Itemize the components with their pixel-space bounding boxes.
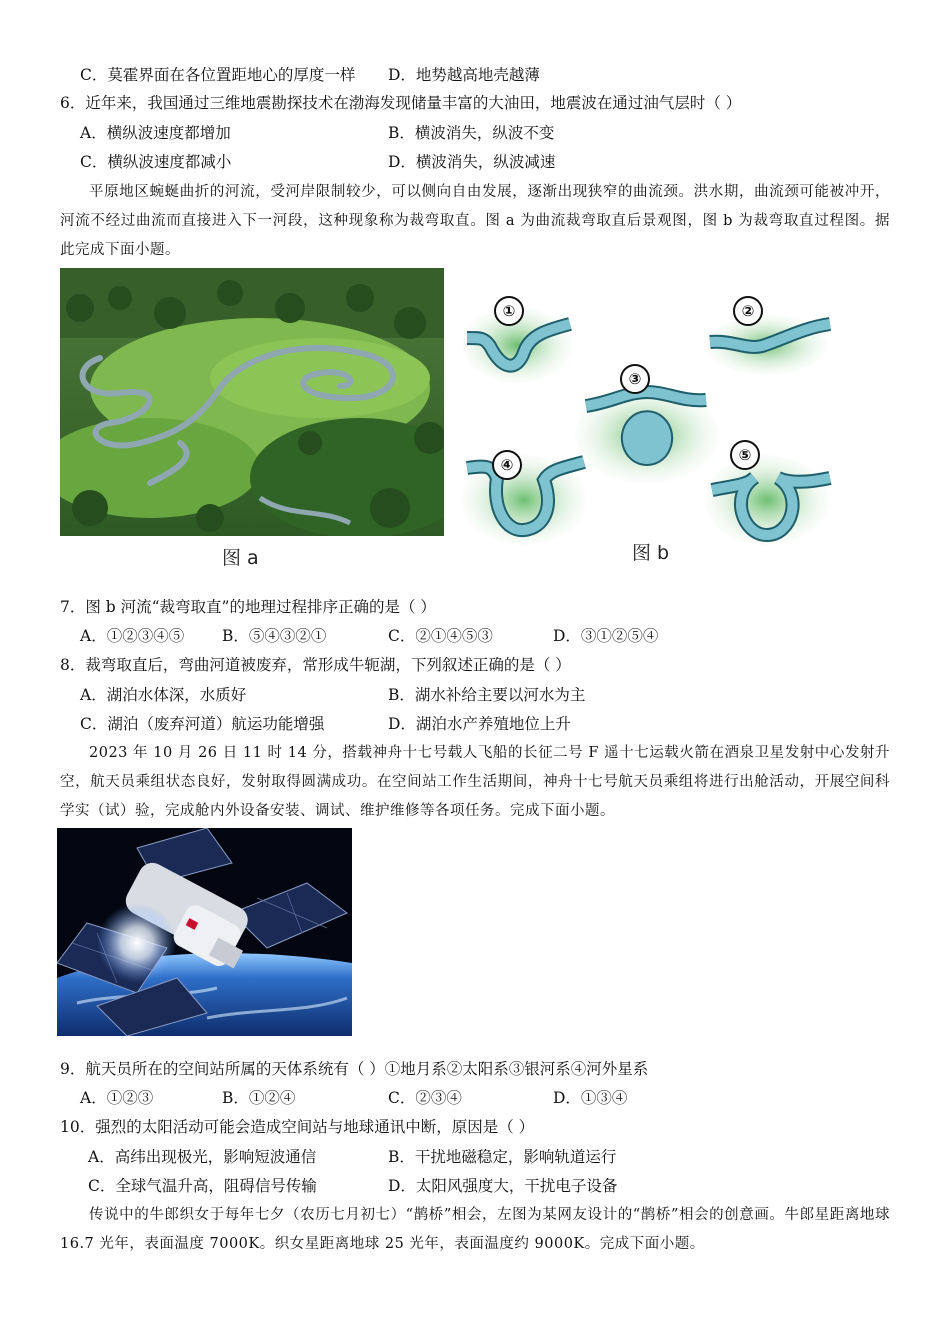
q7-option-b: B．⑤④③②①: [222, 627, 327, 645]
q9-option-d: D．①③④: [553, 1089, 628, 1107]
q10-stem: 10．强烈的太阳活动可能会造成空间站与地球通讯中断，原因是（ ）: [60, 1118, 535, 1136]
stage-label-3: ③: [620, 364, 650, 394]
q10-option-d: D．太阳风强度大，干扰电子设备: [388, 1177, 618, 1195]
q6-option-b: B．横波消失，纵波不变: [388, 124, 555, 142]
q7-stem: 7．图 b 河流“裁弯取直”的地理过程排序正确的是（ ）: [60, 598, 436, 616]
figure-b-cutoff-process: [462, 290, 840, 550]
space-station-illustration: [57, 828, 352, 1036]
q8-stem: 8．裁弯取直后，弯曲河道被废弃，常形成牛轭湖，下列叙述正确的是（ ）: [60, 656, 571, 674]
q9-option-b: B．①②④: [222, 1089, 296, 1107]
stage-label-1: ①: [494, 296, 524, 326]
stage-5-loop: [705, 455, 830, 545]
q8-option-b: B．湖水补给主要以河水为主: [388, 686, 586, 704]
passage-qixi: 传说中的牛郎织女于每年七夕（农历七月初七）“鹊桥”相会，左图为某网友设计的“鹊桥”相会的创意画。牛郎星距离地球 16.7 光年，表面温度 7000K。织女星距离地球 25 光年，表面温度约 9000K。完成下面小题。: [60, 1207, 890, 1252]
q6-option-a: A．横纵波速度都增加: [80, 124, 231, 142]
q7-option-a: A．①②③④⑤: [80, 627, 185, 645]
q8-option-c: C．湖泊（废弃河道）航运功能增强: [80, 715, 325, 733]
q7-option-c: C．②①④⑤③: [388, 627, 493, 645]
figure-a-meander-photo: [60, 268, 444, 536]
cutoff-process-diagram: [462, 290, 840, 550]
q8-option-a: A．湖泊水体深，水质好: [80, 686, 247, 704]
q10-option-a: A．高纬出现极光，影响短波通信: [88, 1148, 317, 1166]
q5-option-c: C．莫霍界面在各位置距地心的厚度一样: [80, 66, 356, 84]
stage-label-4: ④: [492, 450, 522, 480]
q9-option-c: C．②③④: [388, 1089, 462, 1107]
q10-option-b: B．干扰地磁稳定，影响轨道运行: [388, 1148, 617, 1166]
q7-option-d: D．③①②⑤④: [553, 627, 659, 645]
q9-stem: 9．航天员所在的空间站所属的天体系统有（ ）①地月系②太阳系③银河系④河外星系: [60, 1060, 649, 1078]
stage-label-2: ②: [733, 296, 763, 326]
q6-option-d: D．横波消失，纵波减速: [388, 153, 556, 171]
q6-stem: 6．近年来，我国通过三维地震勘探技术在渤海发现储量丰富的大油田，地震波在通过油气层时（ ）: [60, 94, 742, 112]
figure-b-caption: 图 b: [632, 542, 670, 564]
q8-option-d: D．湖泊水产养殖地位上升: [388, 715, 571, 733]
stage-label-5: ⑤: [730, 440, 760, 470]
meander-landscape-image: [60, 268, 444, 536]
q5-option-d: D．地势越高地壳越薄: [388, 66, 540, 84]
space-station-image: [57, 828, 352, 1036]
q10-option-c: C．全球气温升高，阻碍信号传输: [88, 1177, 317, 1195]
stage-2-meander: [707, 315, 830, 375]
figure-a-caption: 图 a: [222, 547, 259, 569]
q6-option-c: C．横纵波速度都减小: [80, 153, 232, 171]
stage-3-oxbow-lake: [575, 387, 719, 483]
passage-meander: 平原地区蜿蜒曲折的河流，受河岸限制较少，可以侧向自由发展，逐渐出现狭窄的曲流颈。洪水期，曲流颈可能被冲开，河流不经过曲流而直接进入下一河段，这种现象称为裁弯取直。图 a 为曲流裁弯取直后景观图，图 b 为裁弯取直过程图。据此完成下面小题。: [60, 184, 890, 258]
q9-option-a: A．①②③: [80, 1089, 154, 1107]
stage-4-narrow-neck: [462, 455, 586, 545]
passage-shenzhou: 2023 年 10 月 26 日 11 时 14 分，搭载神舟十七号载人飞船的长征二号 F 遥十七运载火箭在酒泉卫星发射中心发射升空，航天员乘组状态良好，发射取得圆满成功。在空间站工作生活期间，神舟十七号航天员乘组将进行出舱活动，开展空间科学实（试）验，完成舱内外设备安装、调试、维护维修等各项任务。完成下面小题。: [60, 745, 890, 819]
